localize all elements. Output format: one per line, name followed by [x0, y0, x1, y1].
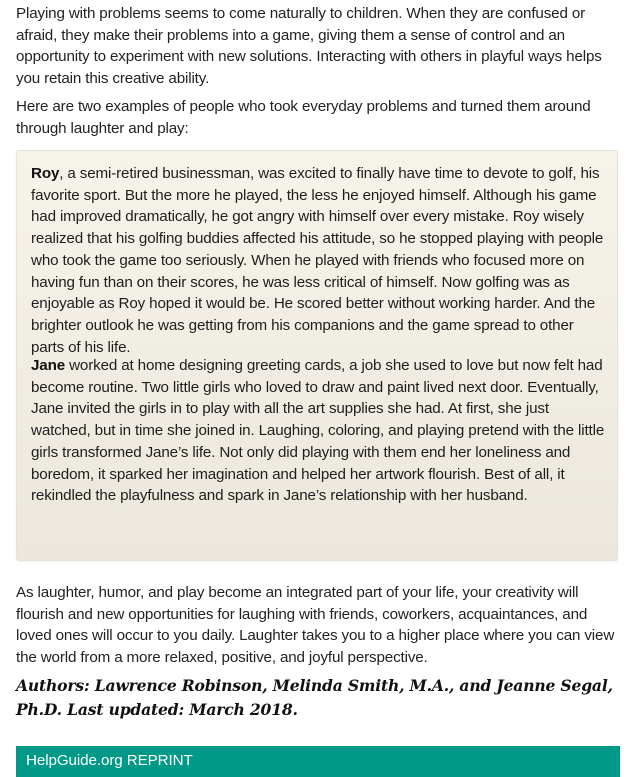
story-text: , a semi-retired businessman, was excited to finally have time to devote to golf, his favorite sport. But the more he played, the less he enjoyed himself. Although his game had improved dramatically, he got angry with himself over every mistake. Roy wisely realized that his golfing buddies affected his attitude, so he stopped playing with people who took the game too seriously. When he played with friends who focused more on having fun than on their scores, he was less critical of himself. Now golfing was as enjoyable as Roy hoped it would be. He scored better without working harder. And the brighter outlook he was getting from his companions and the game spread to other parts of his life. — [31, 165, 604, 356]
story-text: worked at home designing greeting cards, a job she used to love but now felt had become routine. Two little girls who loved to draw and paint lived next door. Eventually, Jane invited the girls in to play with all the art supplies she had. At first, she just watched, but in time she joined in. Laughing, coloring, and playing pretend with the little girls transformed Jane’s life. Not only did playing with them end her loneliness and boredom, it sparked her imagination and helped her artwork flourish. Best of all, it rekindled the playfulness and spark in Jane’s relationship with her husband. — [31, 357, 605, 505]
intro-paragraph: Playing with problems seems to come naturally to children. When they are confused or afraid, they make their problems into a game, giving them a sense of control and an opportunity to experiment with new solutions. Interacting with others in playful ways helps you retain this creative ability. — [16, 5, 602, 88]
story-jane — [31, 355, 609, 507]
story-name: Roy — [31, 165, 60, 182]
story-name: Jane — [31, 357, 66, 374]
examples-callout-box — [16, 150, 618, 561]
reprint-label: HelpGuide.org REPRINT — [26, 752, 193, 769]
reprint-footer-bar — [16, 746, 620, 777]
authors-credit: Authors: Lawrence Robinson, Melinda Smith, M.A., and Jeanne Segal, Ph.D. Last updated: March 2018. — [16, 676, 613, 719]
story-roy — [31, 163, 609, 358]
closing-paragraph: As laughter, humor, and play become an integrated part of your life, your creativity will flourish and new opportunities for laughing with friends, coworkers, acquaintances, and loved ones will occur to you daily. Laughter takes you to a higher place where you can view the world from a more relaxed, positive, and joyful perspective. — [16, 584, 615, 667]
examples-intro-paragraph: Here are two examples of people who took everyday problems and turned them around through laughter and play: — [16, 98, 591, 137]
